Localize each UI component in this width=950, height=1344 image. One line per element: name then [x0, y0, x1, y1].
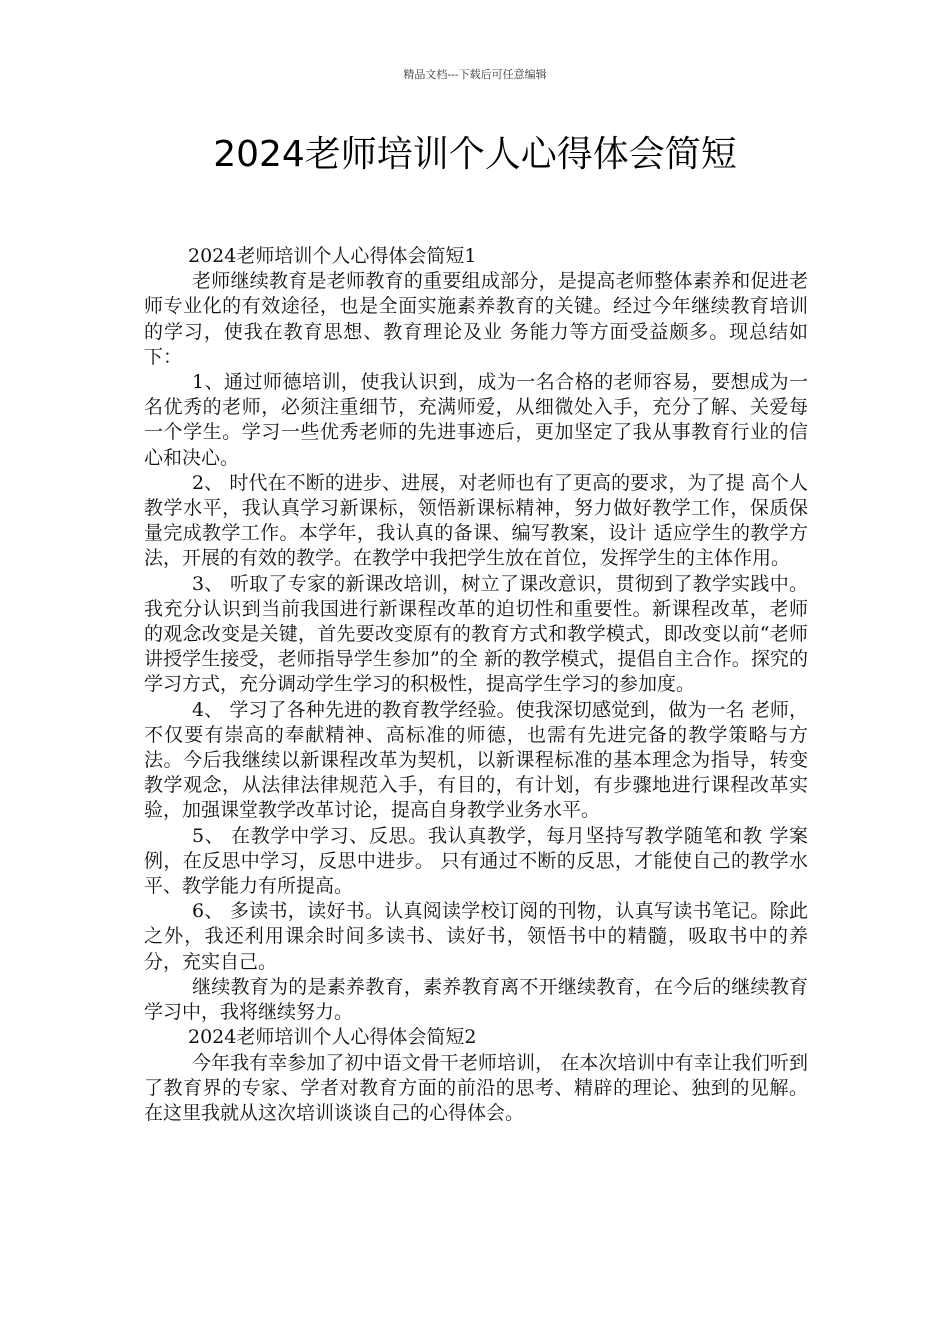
paragraph: 4、 学习了各种先进的教育教学经验。使我深切感觉到，做为一名 老师，不仅要有崇高的奉献精神、高标准的师德，也需有先进完备的教学策略与方法。今后我继续以新课程改革为契机，以新课程标准的基本理念为指导，转变教学观念，从法律法律规范入手，有目的，有计划，有步骤地进行课程改革实验，加强课堂教学改革讨论，提高自身教学业务水平。: [144, 698, 808, 822]
section-heading: 2024老师培训个人心得体会简短2: [188, 1026, 477, 1049]
paragraph: 今年我有幸参加了初中语文骨干老师培训， 在本次培训中有幸让我们听到了教育界的专家、学者对教育方面的前沿的思考、精辟的理论、独到的见解。在这里我就从这次培训谈谈自己的心得体会。: [144, 1051, 808, 1124]
paragraph: 3、 听取了专家的新课改培训，树立了课改意识，贯彻到了教学实践中。我充分认识到当前我国进行新课程改革的迫切性和重要性。新课程改革，老师的观念改变是关键，首先要改变原有的教育方式和教学模式，即改变以前“老师讲授学生接受，老师指导学生参加”的全 新的教学模式，提倡自主合作。探究的学习方式，充分调动学生学习的积极性，提高学生学习的参加度。: [144, 572, 808, 696]
paragraph: 6、 多读书，读好书。认真阅读学校订阅的刊物，认真写读书笔记。除此之外，我还利用课余时间多读书、读好书，领悟书中的精髓，吸取书中的养分，充实自己。: [144, 900, 808, 973]
paragraph: 5、 在教学中学习、反思。我认真教学，每月坚持写教学随笔和教 学案例，在反思中学习，反思中进步。 只有通过不断的反思，才能使自己的教学水平、教学能力有所提高。: [144, 824, 808, 898]
section-heading: 2024老师培训个人心得体会简短1: [188, 245, 477, 267]
paragraph: 继续教育为的是素养教育，素养教育离不开继续教育，在今后的继续教育学习中，我将继续努力。: [144, 975, 808, 1024]
document-title: 2024老师培训个人心得体会简短: [213, 134, 737, 175]
paragraph: 1、通过师德培训，使我认识到，成为一名合格的老师容易，要想成为一名优秀的老师，必须注重细节，充满师爱，从细微处入手，充分了解、关爱每一个学生。学习一些优秀老师的先进事迹后，更加坚定了我从事教育行业的信心和决心。: [144, 371, 808, 469]
document-body: [144, 244, 808, 1126]
paragraph: 2、 时代在不断的进步、进展，对老师也有了更高的要求，为了提 高个人教学水平，我认真学习新课标，领悟新课标精神，努力做好教学工作，保质保量完成教学工作。本学年，我认真的备课、编写教案，设计 适应学生的教学方法，开展的有效的教学。在教学中我把学生放在首位，发挥学生的主体作用。: [144, 471, 808, 570]
paragraph: 老师继续教育是老师教育的重要组成部分，是提高老师整体素养和促进老师专业化的有效途径，也是全面实施素养教育的关键。经过今年继续教育培训的学习，使我在教育思想、教育理论及业 务能力等方面受益颇多。现总结如下：: [144, 270, 808, 368]
header-note: 精品文档---下载后可任意编辑: [403, 68, 547, 81]
